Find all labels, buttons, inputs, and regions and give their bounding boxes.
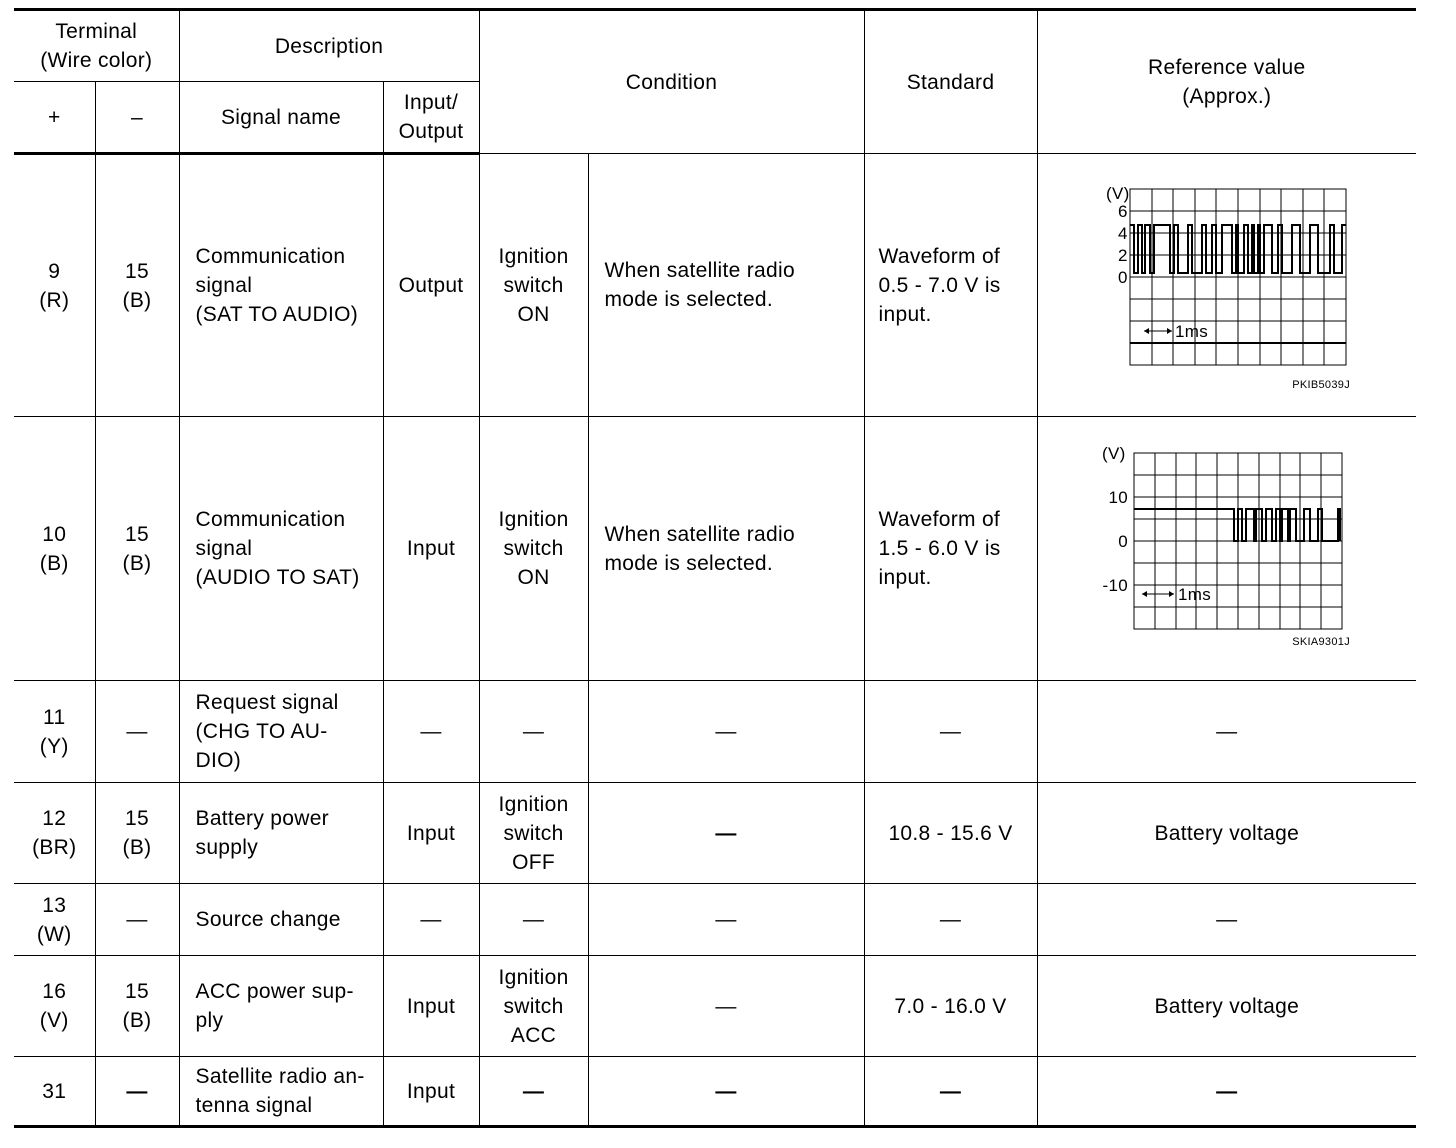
signal-name: Communication signal (SAT TO AUDIO): [179, 154, 383, 417]
waveform-unit-label: (V): [1105, 184, 1130, 203]
condition-detail: When satellite radio mode is selected.: [588, 417, 864, 681]
figure-id: PKIB5039J: [1292, 379, 1350, 391]
reference-value: —: [1037, 1057, 1416, 1127]
reference-value: Battery voltage: [1037, 956, 1416, 1057]
standard: Waveform of 0.5 - 7.0 V is input.: [864, 154, 1037, 417]
input-output: Input: [383, 956, 479, 1057]
reference-value: Battery voltage: [1037, 783, 1416, 884]
terminal-minus: 15 (B): [95, 956, 179, 1057]
terminal-plus: 11 (Y): [14, 681, 95, 783]
condition-detail: When satellite radio mode is selected.: [588, 154, 864, 417]
waveform-y-label: 6: [1117, 202, 1128, 221]
header-signal-name: Signal name: [179, 82, 383, 154]
terminal-minus: 15 (B): [95, 783, 179, 884]
condition-switch: Ignition switch ON: [479, 417, 588, 681]
header-description: Description: [179, 10, 479, 82]
standard: 7.0 - 16.0 V: [864, 956, 1037, 1057]
signal-name: ACC power sup- ply: [179, 956, 383, 1057]
input-output: Output: [383, 154, 479, 417]
terminal-plus: 31: [14, 1057, 95, 1127]
terminal-plus: 16 (V): [14, 956, 95, 1057]
waveform-figure-pkib5039j: [1082, 175, 1372, 395]
condition-detail: —: [588, 956, 864, 1057]
header-reference: Reference value (Approx.): [1037, 10, 1416, 154]
condition-detail: —: [588, 681, 864, 783]
header-minus: –: [95, 82, 179, 154]
standard: —: [864, 884, 1037, 956]
header-standard: Standard: [864, 10, 1037, 154]
standard: Waveform of 1.5 - 6.0 V is input.: [864, 417, 1037, 681]
standard: —: [864, 681, 1037, 783]
waveform-y-label: 10: [1108, 487, 1128, 507]
condition-switch: Ignition switch ACC: [479, 956, 588, 1057]
waveform-figure-skia9301j: [1082, 439, 1372, 659]
terminal-minus: —: [95, 884, 179, 956]
terminal-minus: 15 (B): [95, 417, 179, 681]
condition-detail: —: [588, 783, 864, 884]
condition-switch: —: [479, 1057, 588, 1127]
waveform-unit-label: (V): [1101, 443, 1126, 463]
condition-switch: —: [479, 681, 588, 783]
header-terminal: Terminal (Wire color): [14, 10, 179, 82]
table-row: [14, 417, 1416, 681]
terminal-plus: 10 (B): [14, 417, 95, 681]
signal-name: Battery power supply: [179, 783, 383, 884]
terminal-spec-table: [14, 8, 1416, 1128]
table-row: [14, 154, 1416, 417]
input-output: Input: [383, 1057, 479, 1127]
terminal-minus: —: [95, 1057, 179, 1127]
reference-value: —: [1037, 681, 1416, 783]
table-row: [14, 956, 1416, 1057]
condition-detail: —: [588, 1057, 864, 1127]
standard: —: [864, 1057, 1037, 1127]
waveform-y-label: 0: [1117, 268, 1128, 287]
waveform-y-label: 0: [1118, 531, 1128, 551]
standard: 10.8 - 15.6 V: [864, 783, 1037, 884]
waveform-y-label: -10: [1102, 575, 1128, 595]
input-output: —: [383, 681, 479, 783]
signal-name: Communication signal (AUDIO TO SAT): [179, 417, 383, 681]
terminal-plus: 12 (BR): [14, 783, 95, 884]
condition-switch: Ignition switch OFF: [479, 783, 588, 884]
signal-name: Source change: [179, 884, 383, 956]
terminal-plus: 13 (W): [14, 884, 95, 956]
reference-value: —: [1037, 884, 1416, 956]
waveform-y-label: 4: [1117, 224, 1128, 243]
terminal-minus: 15 (B): [95, 154, 179, 417]
table-row: [14, 884, 1416, 956]
input-output: —: [383, 884, 479, 956]
reference-waveform-sat-to-audio: [1037, 154, 1416, 417]
waveform-time-scale: 1ms: [1174, 322, 1208, 341]
input-output: Input: [383, 783, 479, 884]
input-output: Input: [383, 417, 479, 681]
terminal-plus: 9 (R): [14, 154, 95, 417]
condition-switch: Ignition switch ON: [479, 154, 588, 417]
terminal-minus: —: [95, 681, 179, 783]
reference-waveform-audio-to-sat: [1037, 417, 1416, 681]
header-row-1: [14, 10, 1416, 82]
condition-switch: —: [479, 884, 588, 956]
condition-detail: —: [588, 884, 864, 956]
signal-name: Request signal (CHG TO AU- DIO): [179, 681, 383, 783]
waveform-time-scale: 1ms: [1177, 584, 1211, 604]
header-plus: +: [14, 82, 95, 154]
waveform-y-label: 2: [1117, 246, 1128, 265]
signal-name: Satellite radio an- tenna signal: [179, 1057, 383, 1127]
table-row: [14, 681, 1416, 783]
header-condition: Condition: [479, 10, 864, 154]
table-row: [14, 1057, 1416, 1127]
table-row: [14, 783, 1416, 884]
header-io: Input/ Output: [383, 82, 479, 154]
figure-id: SKIA9301J: [1292, 635, 1350, 648]
